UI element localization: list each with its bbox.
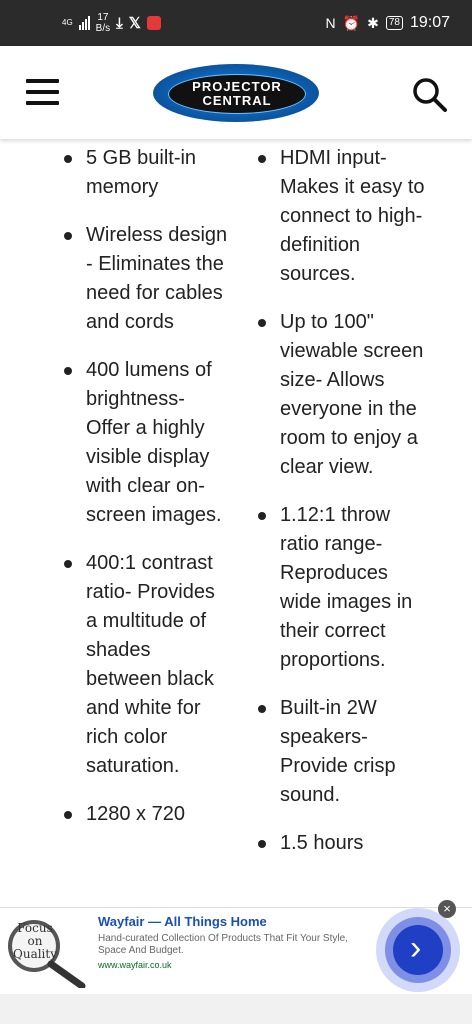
- status-bar-right: [326, 0, 450, 46]
- ad-title[interactable]: Wayfair — All Things Home: [98, 914, 267, 929]
- ad-image-line2: on: [27, 934, 43, 948]
- network-type: 4G: [62, 18, 73, 27]
- feature-item: 5 GB built-in memory: [64, 144, 229, 202]
- clock: 19:07: [409, 14, 450, 31]
- alarm-icon: ⏰: [342, 14, 361, 31]
- logo-badge: [168, 74, 306, 114]
- ad-image-text: [8, 922, 62, 961]
- feature-item: 1.12:1 throw ratio range- Reproduces wide images in their correct proportions.: [258, 501, 428, 675]
- bottom-bar: [0, 994, 472, 1024]
- arrow-right-icon: ›: [410, 929, 422, 967]
- close-icon[interactable]: ×: [438, 900, 456, 918]
- site-header: [0, 46, 472, 139]
- feature-item: Built-in 2W speakers- Provide crisp sound.: [258, 694, 428, 810]
- feature-item: Wireless design - Eliminates the need for cables and cords: [64, 221, 229, 337]
- article-content: [0, 139, 472, 907]
- speed-value: 17: [97, 12, 109, 23]
- hamburger-menu-icon[interactable]: [26, 79, 60, 105]
- ad-description: Hand-curated Collection Of Products That Fit Your Style, Space And Budget.: [98, 933, 348, 956]
- ad-image[interactable]: [6, 916, 86, 988]
- status-bar: [0, 0, 472, 46]
- feature-item: Up to 100" viewable screen size- Allows everyone in the room to enjoy a clear view.: [258, 308, 428, 482]
- ad-image-line1: Focus: [17, 921, 53, 935]
- site-logo[interactable]: [153, 64, 319, 122]
- logo-line1: PROJECTOR: [192, 79, 282, 94]
- bluetooth-icon: ✱: [367, 14, 379, 31]
- features-list-left: [64, 144, 229, 848]
- features-list-right: [258, 144, 428, 877]
- logo-line2: CENTRAL: [202, 93, 272, 108]
- x-app-icon: 𝕏: [128, 15, 141, 32]
- status-bar-left: [62, 0, 161, 46]
- feature-item: 400:1 contrast ratio- Provides a multitude of shades between black and white for rich color saturation.: [64, 549, 229, 781]
- signal-icon: [79, 16, 90, 30]
- feature-item: HDMI input- Makes it easy to connect to high-definition sources.: [258, 144, 428, 289]
- ad-go-button[interactable]: [372, 908, 464, 992]
- app-notification-icon: [147, 16, 161, 30]
- feature-item: 400 lumens of brightness- Offer a highly visible display with clear on-screen images.: [64, 356, 229, 530]
- nfc-icon: N: [325, 15, 336, 31]
- speed-unit: B/s: [95, 23, 111, 34]
- network-speed: [96, 12, 110, 34]
- ad-banner[interactable]: [0, 901, 472, 996]
- feature-item: 1280 x 720: [64, 800, 229, 829]
- ad-image-line3: Quality: [13, 947, 57, 961]
- feature-item: 1.5 hours: [258, 829, 428, 858]
- battery-icon: 78: [386, 16, 403, 30]
- download-icon: ⤓: [116, 14, 123, 32]
- ad-url[interactable]: www.wayfair.co.uk: [98, 960, 172, 970]
- search-icon[interactable]: [410, 76, 450, 116]
